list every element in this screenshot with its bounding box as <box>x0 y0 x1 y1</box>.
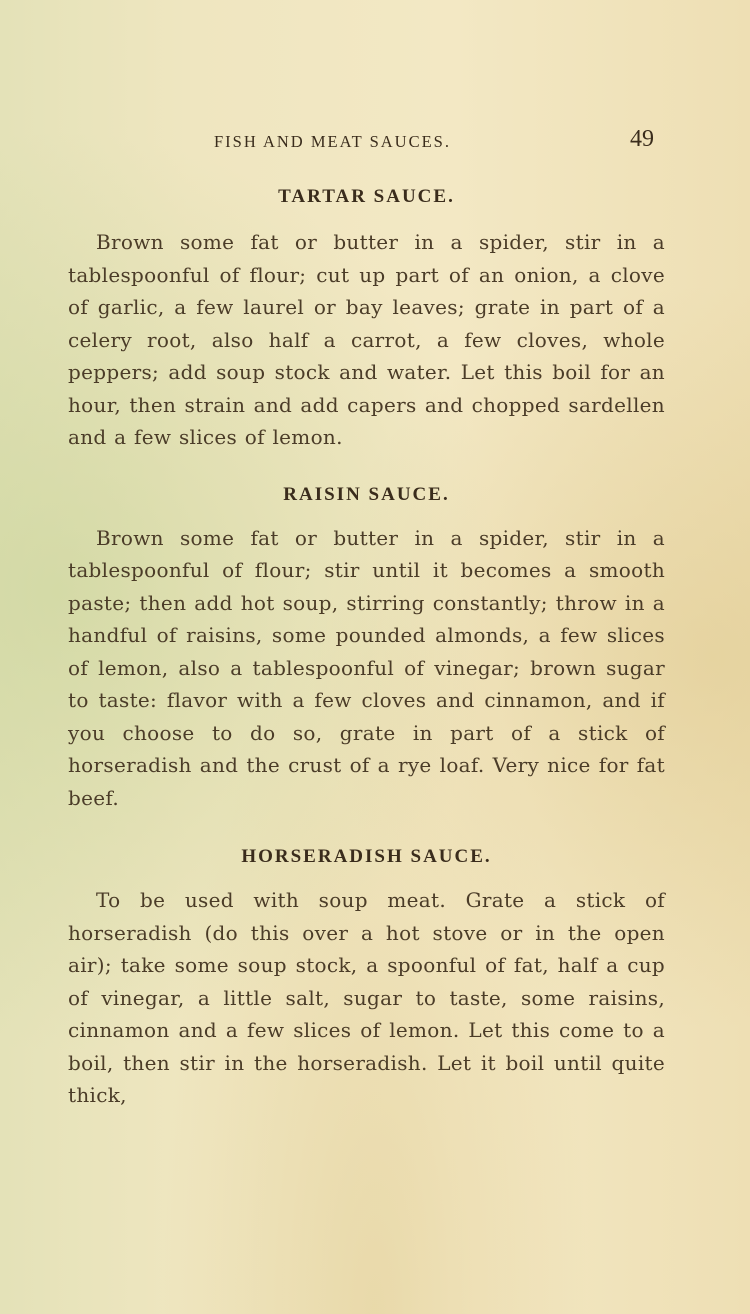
section-heading: HORSERADISH SAUCE. <box>241 846 492 867</box>
running-head: FISH AND MEAT SAUCES. <box>214 132 451 151</box>
section-paragraph: To be used with soup meat. Grate a stick of horseradish (do this over a hot stove or in the open air); take some soup stock, a spoonful of fat, half a cup of vinegar, a little salt, sugar to taste, some raisins, cinnamon and a few slices of lemon. Let this come to a boil, then stir in the horseradish. Let it boil until quite thick, <box>68 888 665 1107</box>
section-heading: TARTAR SAUCE. <box>278 186 455 207</box>
section-tartar-sauce <box>68 180 665 454</box>
section-heading: RAISIN SAUCE. <box>283 483 450 505</box>
section-paragraph: Brown some fat or butter in a spider, stir in a tablespoonful of flour; stir until it becomes a smooth paste; then add hot soup, stirring constantly; throw in a handful of raisins, some pounded almonds, a few slices of lemon, also a tablespoonful of vinegar; brown sugar to taste: flavor with a few cloves and cinnamon, and if you choose to do so, grate in part of a stick of horseradish and the crust of a rye loaf. Very nice for fat beef. <box>68 525 665 810</box>
section-paragraph: Brown some fat or butter in a spider, stir in a tablespoonful of flour; cut up part of an onion, a clove of garlic, a few laurel or bay leaves; grate in part of a celery root, also half a carrot, a few cloves, whole peppers; add soup stock and water. Let this boil for an hour, then strain and add capers and chopped sardellen and a few slices of lemon. <box>68 230 665 449</box>
section-raisin-sauce <box>68 478 665 815</box>
section-horseradish-sauce <box>68 840 665 1112</box>
page-number: 49 <box>630 126 654 152</box>
page-body <box>68 180 665 1112</box>
